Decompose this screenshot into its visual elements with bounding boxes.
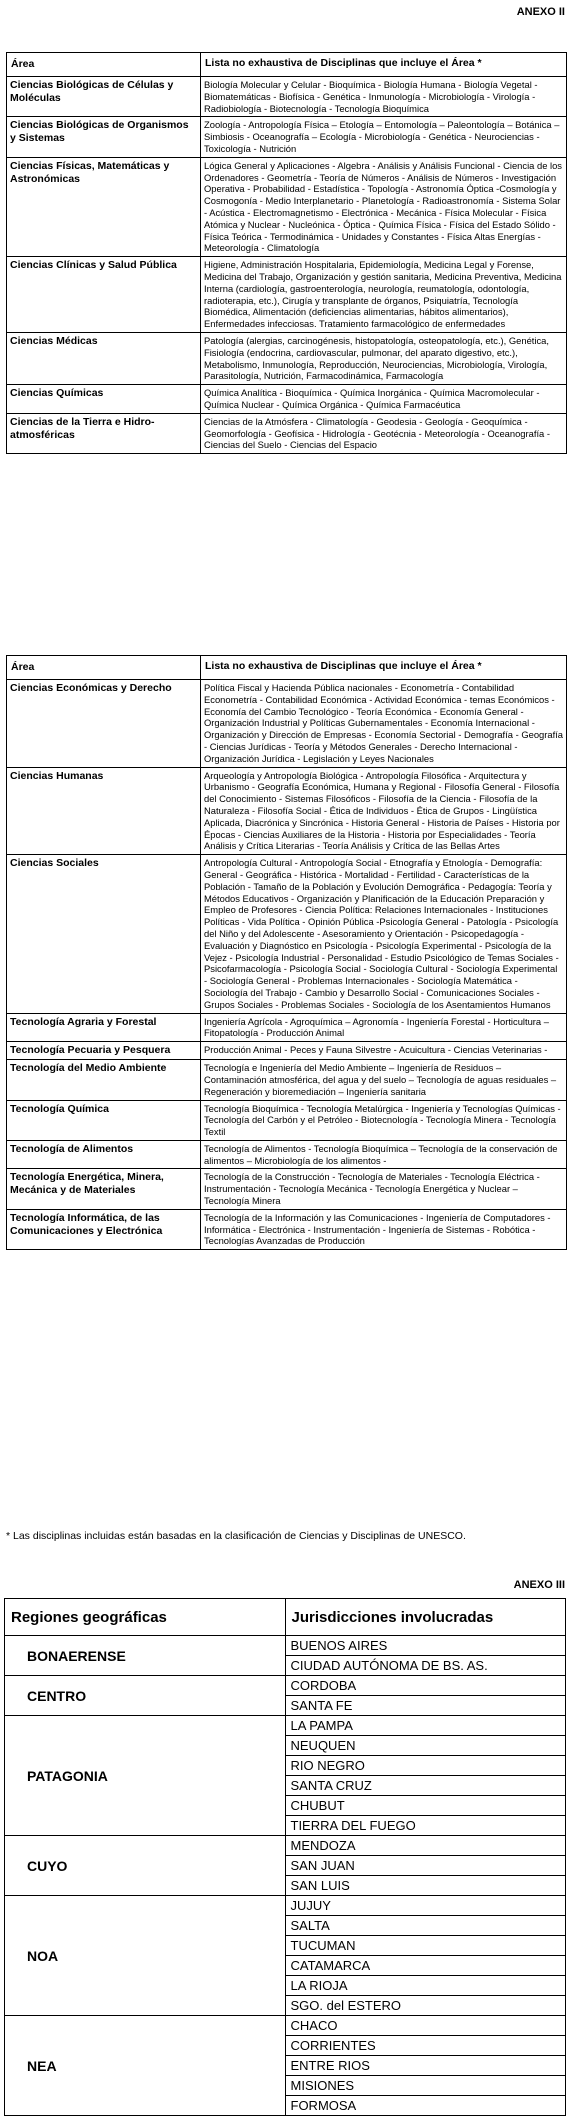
discipline-list: Política Fiscal y Hacienda Pública nacionales - Econometría - Contabilidad Econometría - Contabilidad Económica - Actividad Económica - temas Económicos - Economía del Cambio Tecnológico - Teoría Económica - Economía General - Organización Industrial y Políticas Gubernamentales - Economía Internacional - Organización y Dirección de Empresas - Economía Sectorial - Demografía - Geografía - Ciencias Jurídicas - Teoría y Métodos Generales - Derecho Internacional - Organización Jurídica - Legislación y Leyes Nacionales	[201, 680, 567, 768]
jurisdiction-item: RIO NEGRO	[286, 1755, 566, 1775]
jurisdiction-list	[286, 1676, 566, 1715]
discipline-list: Química Analítica - Bioquímica - Química Inorgánica - Química Macromolecular - Química Nuclear - Química Orgánica - Química Farmacéutica	[201, 385, 567, 414]
area-name: Tecnología del Medio Ambiente	[7, 1060, 201, 1100]
discipline-list: Tecnología Bioquímica - Tecnología Metalúrgica - Ingeniería y Tecnologías Químicas - Tecnología del Carbón y el Petróleo - Biotecnología - Tecnología Minera - Tecnología Textil	[201, 1100, 567, 1140]
jurisdictions-cell	[285, 1896, 566, 2016]
jurisdiction-item: CATAMARCA	[286, 1955, 566, 1975]
jurisdictions-cell	[285, 2016, 566, 2116]
discipline-list: Lógica General y Aplicaciones - Algebra - Análisis y Análisis Funcional - Ciencia de los Ordenadores - Geometría - Teoría de Números - Análisis de Números - Investigación Operativa - Probabilidad - Estadística - Topología - Astronomía Óptica -Cosmología y Cosmogonía - Medio Interplanetario - Planetología - Radioastronomía - Sistema Solar - Acústica - Electromagnetismo - Electrónica - Mecánica - Física Molecular - Física Atómica y Nuclear - Nucleónica - Óptica - Química Física - Física del Estado Sólido - Física Teórica - Termodinámica - Unidades y Constantes - Física Altas Energías - Meteorología - Climatología	[201, 157, 567, 256]
region-row	[5, 1716, 566, 1836]
region-row	[5, 1636, 566, 1676]
jurisdiction-item: FORMOSA	[286, 2095, 566, 2115]
disciplines-table-1-body	[7, 53, 567, 454]
table-row	[7, 1042, 567, 1060]
area-name: Ciencias Clínicas y Salud Pública	[7, 257, 201, 333]
jurisdiction-item: CIUDAD AUTÓNOMA DE BS. AS.	[286, 1655, 566, 1675]
table-row	[7, 680, 567, 768]
jurisdictions-cell	[285, 1836, 566, 1896]
table-row	[7, 767, 567, 855]
area-header: Área	[7, 656, 201, 680]
area-name: Tecnología Química	[7, 1100, 201, 1140]
table-row	[7, 855, 567, 1013]
jurisdiction-item: LA RIOJA	[286, 1975, 566, 1995]
table-row	[7, 1013, 567, 1042]
discipline-list: Tecnología de la Construcción - Tecnología de Materiales - Tecnología Eléctrica - Instrumentación - Tecnología Mecánica - Tecnología Energética y Nuclear – Tecnología Minera	[201, 1169, 567, 1209]
jurisdiction-item: ENTRE RIOS	[286, 2055, 566, 2075]
area-name: Tecnología Pecuaria y Pesquera	[7, 1042, 201, 1060]
discipline-list: Tecnología e Ingeniería del Medio Ambiente – Ingeniería de Residuos – Contaminación atmosférica, del agua y del suelo – Tecnología de aguas residuales – Regeneración y bioremediación – Ingeniería sanitaria	[201, 1060, 567, 1100]
area-name: Ciencias de la Tierra e Hidro-atmosféricas	[7, 413, 201, 453]
jurisdiction-item: MENDOZA	[290, 1838, 356, 1853]
discipline-list: Antropología Cultural - Antropología Social - Etnografía y Etnología - Demografía: General - Geográfica - Histórica - Mortalidad - Fertilidad - Características de la Población - Tamaño de la Población y Evolución Demográfica - Pedagogía: Teoría y Métodos Educativos - Organización y Planificación de la Educación Preparación y Empleo de Profesores - Ciencia Política: Relaciones Internacionales - Instituciones Políticas - Vida Política - Opinión Pública -Psicología General - Patología - Psicología del Niño y del Adolescente - Asesoramiento y Orientación - Psicopedagogía - Evaluación y Diagnóstico en Psicología - Psicología Experimental - Psicología de la Vejez - Psicología Industrial - Personalidad - Estudio Psicológico de Temas Sociales - Psicofarmacología - Psicología Social - Sociología Cultural - Sociología Experimental - Sociología General - Problemas Internacionales - Sociología Matemática - Sociología del Trabajo - Cambio y Desarrollo Social - Comunicaciones Sociales - Grupos Sociales - Problemas Sociales - Sociología de los Asentamientos Humanos	[201, 855, 567, 1013]
area-name: Tecnología de Alimentos	[7, 1140, 201, 1169]
disciplines-table-2	[6, 655, 567, 1250]
table-row	[7, 77, 567, 117]
area-name: Ciencias Biológicas de Organismos y Sistemas	[7, 117, 201, 157]
jurisdiction-item: CHACO	[290, 2018, 338, 2033]
table-header-row	[7, 656, 567, 680]
jurisdiction-item: JUJUY	[290, 1898, 331, 1913]
region-row	[5, 1836, 566, 1896]
region-name: BONAERENSE	[5, 1636, 286, 1676]
area-name: Tecnología Informática, de las Comunicaciones y Electrónica	[7, 1209, 201, 1249]
regions-header: Regiones geográficas	[5, 1599, 286, 1636]
area-header: Área	[7, 53, 201, 77]
jurisdiction-item: CORRIENTES	[286, 2035, 566, 2055]
region-name: NEA	[5, 2016, 286, 2116]
table-header-row	[7, 53, 567, 77]
regions-table	[4, 1598, 566, 2116]
jurisdictions-cell	[285, 1716, 566, 1836]
jurisdiction-list	[286, 1636, 566, 1675]
jurisdiction-item: TIERRA DEL FUEGO	[286, 1815, 566, 1835]
area-name: Ciencias Sociales	[7, 855, 201, 1013]
jurisdiction-item: MISIONES	[286, 2075, 566, 2095]
list-header: Lista no exhaustiva de Disciplinas que incluye el Área *	[201, 656, 567, 680]
jurisdictions-cell	[285, 1676, 566, 1716]
annex-ii-title: ANEXO II	[516, 6, 565, 18]
discipline-list: Producción Animal - Peces y Fauna Silvestre - Acuicultura - Ciencias Veterinarias -	[201, 1042, 567, 1060]
table-row	[7, 157, 567, 256]
disciplines-table-1	[6, 52, 567, 454]
list-header: Lista no exhaustiva de Disciplinas que incluye el Área *	[201, 53, 567, 77]
region-row	[5, 1896, 566, 2016]
discipline-list: Patología (alergias, carcinogénesis, histopatología, osteopatología, etc.), Genética, Fisiología (endocrina, cardiovascular, pulmonar, del aparato digestivo, etc.), Metabolismo, Inmunología, Reproducción, Neurociencias, Microbiología, Virología, Parasitología, Nutrición, Farmacodinámica, Farmacología	[201, 332, 567, 384]
table-row	[7, 1169, 567, 1209]
table-row	[7, 413, 567, 453]
jurisdiction-list	[286, 1896, 566, 2015]
disciplines-table-2-body	[7, 656, 567, 1250]
discipline-list: Arqueología y Antropología Biológica - Antropología Filosófica - Arquitectura y Urbanismo - Geografía Económica, Humana y Regional - Filosofía General - Filosofía del Conocimiento - Sistemas Filosóficos - Filosofía de la Ciencia - Filosofía de la Naturaleza - Filosofía Social - Ética de Individuos - Ética de Grupos - Lingüística Aplicada, Diacrónica y Sincrónica - Historia General - Historia de Países - Historia por Épocas - Ciencias Auxiliares de la Historia - Historia por Especialidades - Teoría Análisis y Crítica Literarias - Teoría Análisis y Crítica de las Bellas Artes	[201, 767, 567, 855]
region-name: CUYO	[5, 1836, 286, 1896]
area-name: Tecnología Energética, Minera, Mecánica y de Materiales	[7, 1169, 201, 1209]
jurisdiction-list	[286, 2016, 566, 2115]
table-row	[7, 1100, 567, 1140]
jurisdiction-item: SAN JUAN	[286, 1855, 566, 1875]
table-row	[7, 117, 567, 157]
area-name: Ciencias Humanas	[7, 767, 201, 855]
discipline-list: Higiene, Administración Hospitalaria, Epidemiología, Medicina Legal y Forense, Medicina del Trabajo, Organización y gestión sanitaria, Medicina Preventiva, Medicina Interna (cardiología, gastroenterología, neurología, reumatología, odontología, radioterapia, etc.), Cirugía y transplante de órganos, Psiquiatría, Tecnología Biomédica, Alimentación (deficiencias alimentarias, hábitos alimentarios), Enfermedades infecciosas. Tratamiento farmacológico de enfermedades	[201, 257, 567, 333]
area-name: Tecnología Agraria y Forestal	[7, 1013, 201, 1042]
table-row	[7, 1209, 567, 1249]
jurisdiction-item: BUENOS AIRES	[290, 1638, 388, 1653]
table-row	[7, 257, 567, 333]
regions-table-body	[5, 1599, 566, 2116]
region-row	[5, 2016, 566, 2116]
jurisdiction-item: SANTA CRUZ	[286, 1775, 566, 1795]
table-row	[7, 385, 567, 414]
jurisdiction-item: SGO. del ESTERO	[286, 1995, 566, 2015]
area-name: Ciencias Médicas	[7, 332, 201, 384]
jurisdiction-list	[286, 1836, 566, 1895]
region-name: NOA	[5, 1896, 286, 2016]
discipline-list: Zoología - Antropología Física – Etología – Entomología – Paleontología – Botánica – Simbiosis - Oceanografía – Ecología - Microbiología - Genética - Neurociencias - Toxicología - Nutrición	[201, 117, 567, 157]
region-name: CENTRO	[5, 1676, 286, 1716]
unesco-footnote: * Las disciplinas incluidas están basadas en la clasificación de Ciencias y Disciplinas de UNESCO.	[6, 1530, 466, 1542]
discipline-list: Tecnología de la Información y las Comunicaciones - Ingeniería de Computadores - Informática - Electrónica - Instrumentación - Ingeniería de Sistemas - Robótica - Tecnologías Avanzadas de Producción	[201, 1209, 567, 1249]
jurisdiction-item: CORDOBA	[290, 1678, 357, 1693]
jurisdiction-item: NEUQUEN	[286, 1735, 566, 1755]
jurisdiction-item: CHUBUT	[286, 1795, 566, 1815]
jurisdiction-item: TUCUMAN	[286, 1935, 566, 1955]
table-row	[7, 1060, 567, 1100]
table-row	[7, 1140, 567, 1169]
area-name: Ciencias Físicas, Matemáticas y Astronómicas	[7, 157, 201, 256]
area-name: Ciencias Químicas	[7, 385, 201, 414]
jurisdiction-list	[286, 1716, 566, 1835]
jurisdiction-item: LA PAMPA	[290, 1718, 353, 1733]
discipline-list: Tecnología de Alimentos - Tecnología Bioquímica – Tecnología de la conservación de alimentos – Microbiología de los alimentos -	[201, 1140, 567, 1169]
area-name: Ciencias Biológicas de Células y Moléculas	[7, 77, 201, 117]
table-row	[7, 332, 567, 384]
region-row	[5, 1676, 566, 1716]
discipline-list: Biología Molecular y Celular - Bioquímica - Biología Humana - Biología Vegetal - Biomatemáticas - Biofísica - Genética - Inmunología - Microbiología - Virología - Radiobiología - Biotecnología - Tecnología Bioquímica	[201, 77, 567, 117]
jurisdiction-item: SANTA FE	[286, 1695, 566, 1715]
jurisdiction-item: SALTA	[286, 1915, 566, 1935]
regions-header-row	[5, 1599, 566, 1636]
area-name: Ciencias Económicas y Derecho	[7, 680, 201, 768]
jurisdictions-cell	[285, 1636, 566, 1676]
discipline-list: Ciencias de la Atmósfera - Climatología - Geodesia - Geología - Geoquímica - Geomorfología - Geofísica - Hidrología - Geotécnia - Meteorología - Oceanografía - Ciencias del Suelo - Ciencias del Espacio	[201, 413, 567, 453]
jurisdiction-item: SAN LUIS	[286, 1875, 566, 1895]
region-name: PATAGONIA	[5, 1716, 286, 1836]
discipline-list: Ingeniería Agrícola - Agroquímica – Agronomía - Ingeniería Forestal - Horticultura – Fitopatología - Producción Animal	[201, 1013, 567, 1042]
annex-iii-title: ANEXO III	[513, 1579, 565, 1591]
jurisdictions-header: Jurisdicciones involucradas	[285, 1599, 566, 1636]
